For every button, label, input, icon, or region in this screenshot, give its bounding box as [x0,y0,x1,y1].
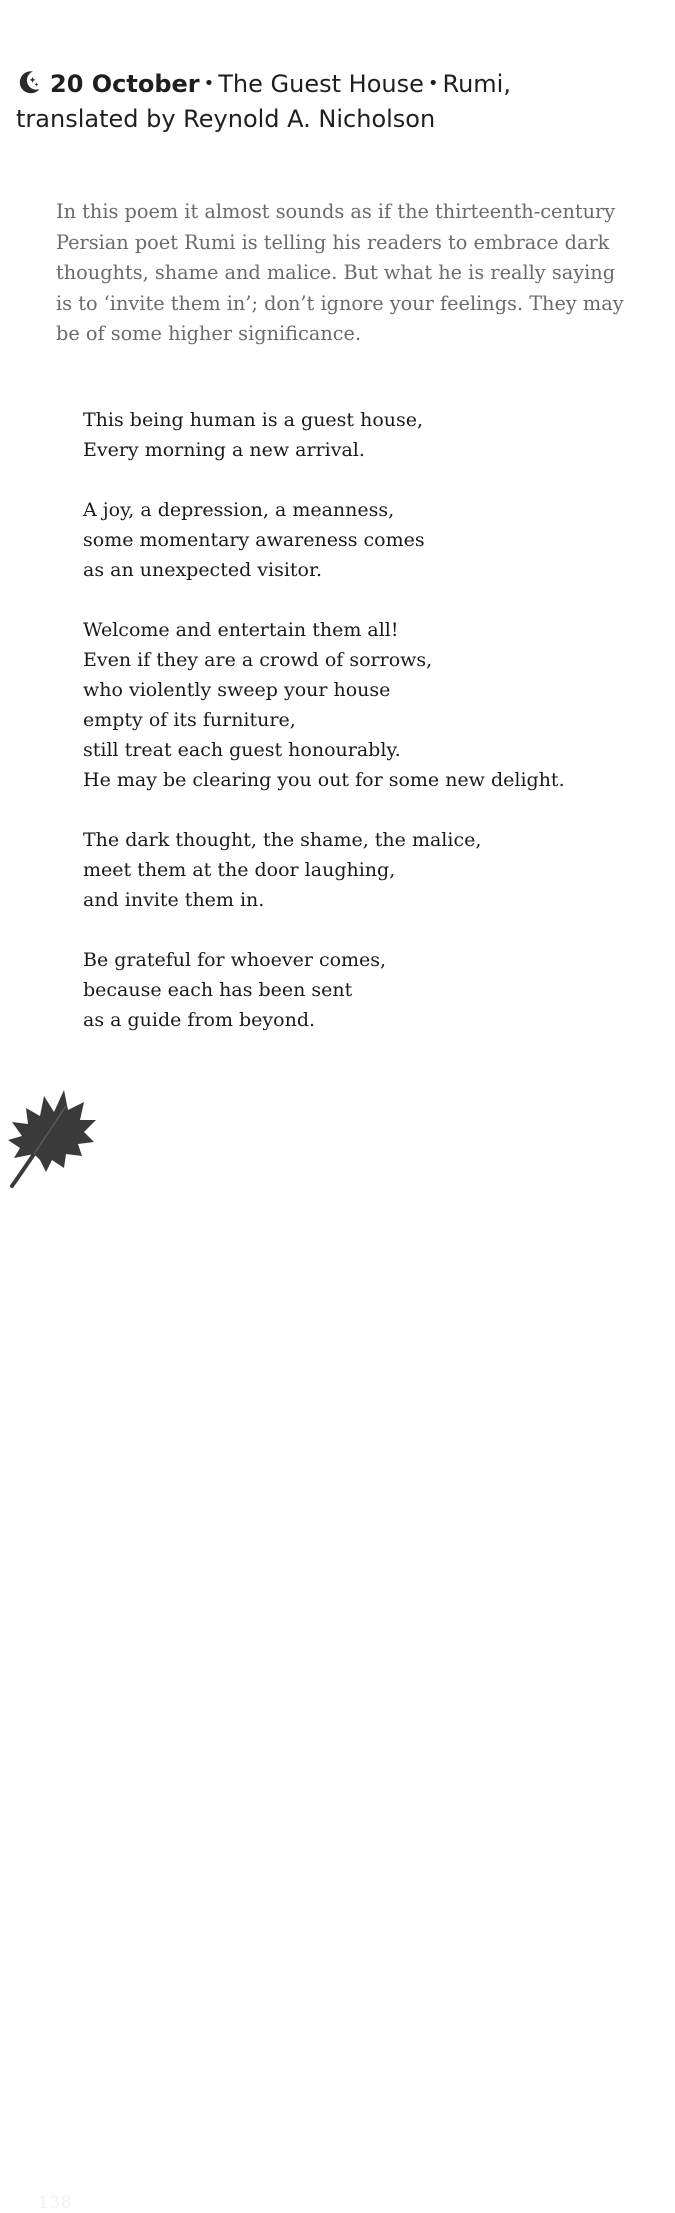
poem-stanza [83,495,643,585]
poem-line: He may be clearing you out for some new delight. [83,769,565,791]
page-number: 138 [38,2193,72,2213]
poem-line: who violently sweep your house [83,679,391,701]
poem-body [83,405,643,1065]
poem-line: The dark thought, the shame, the malice, [83,829,482,851]
poem-line: Welcome and entertain them all! [83,619,399,641]
separator: • [203,73,215,94]
poem-line: as a guide from beyond. [83,1009,316,1031]
intro-paragraph: In this poem it almost sounds as if the thirteenth-century Persian poet Rumi is telling his readers to embrace dark thoughts, shame and malice. But what he is really saying is to ‘invite them in’; don’t ignore your feelings. They may be of some higher significance. [56,200,624,345]
poem-title: The Guest House [218,70,424,98]
poem-stanza [83,825,643,915]
author-name: Rumi, [442,70,511,98]
entry-date: 20 October [50,70,200,98]
poem-line: empty of its furniture, [83,709,296,731]
poem-stanza [83,615,643,795]
poem-line: because each has been sent [83,979,353,1001]
poem-line: meet them at the door laughing, [83,859,396,881]
section-heading [16,68,656,136]
page-badge [4,1074,100,2213]
leaf-icon [4,1074,100,1192]
poem-line: still treat each guest honourably. [83,739,401,761]
separator: • [427,73,439,94]
poem-line: some momentary awareness comes [83,529,425,551]
poem-line: A joy, a depression, a meanness, [83,499,395,521]
poem-stanza [83,945,643,1035]
poem-line: This being human is a guest house, [83,409,424,431]
translator-line: translated by Reynold A. Nicholson [16,105,436,133]
poem-line: as an unexpected visitor. [83,559,323,581]
poem-stanza [83,405,643,465]
poem-line: Even if they are a crowd of sorrows, [83,649,433,671]
poem-line: Every morning a new arrival. [83,439,365,461]
moon-stars-icon [16,69,42,95]
poem-line: and invite them in. [83,889,265,911]
poem-line: Be grateful for whoever comes, [83,949,387,971]
